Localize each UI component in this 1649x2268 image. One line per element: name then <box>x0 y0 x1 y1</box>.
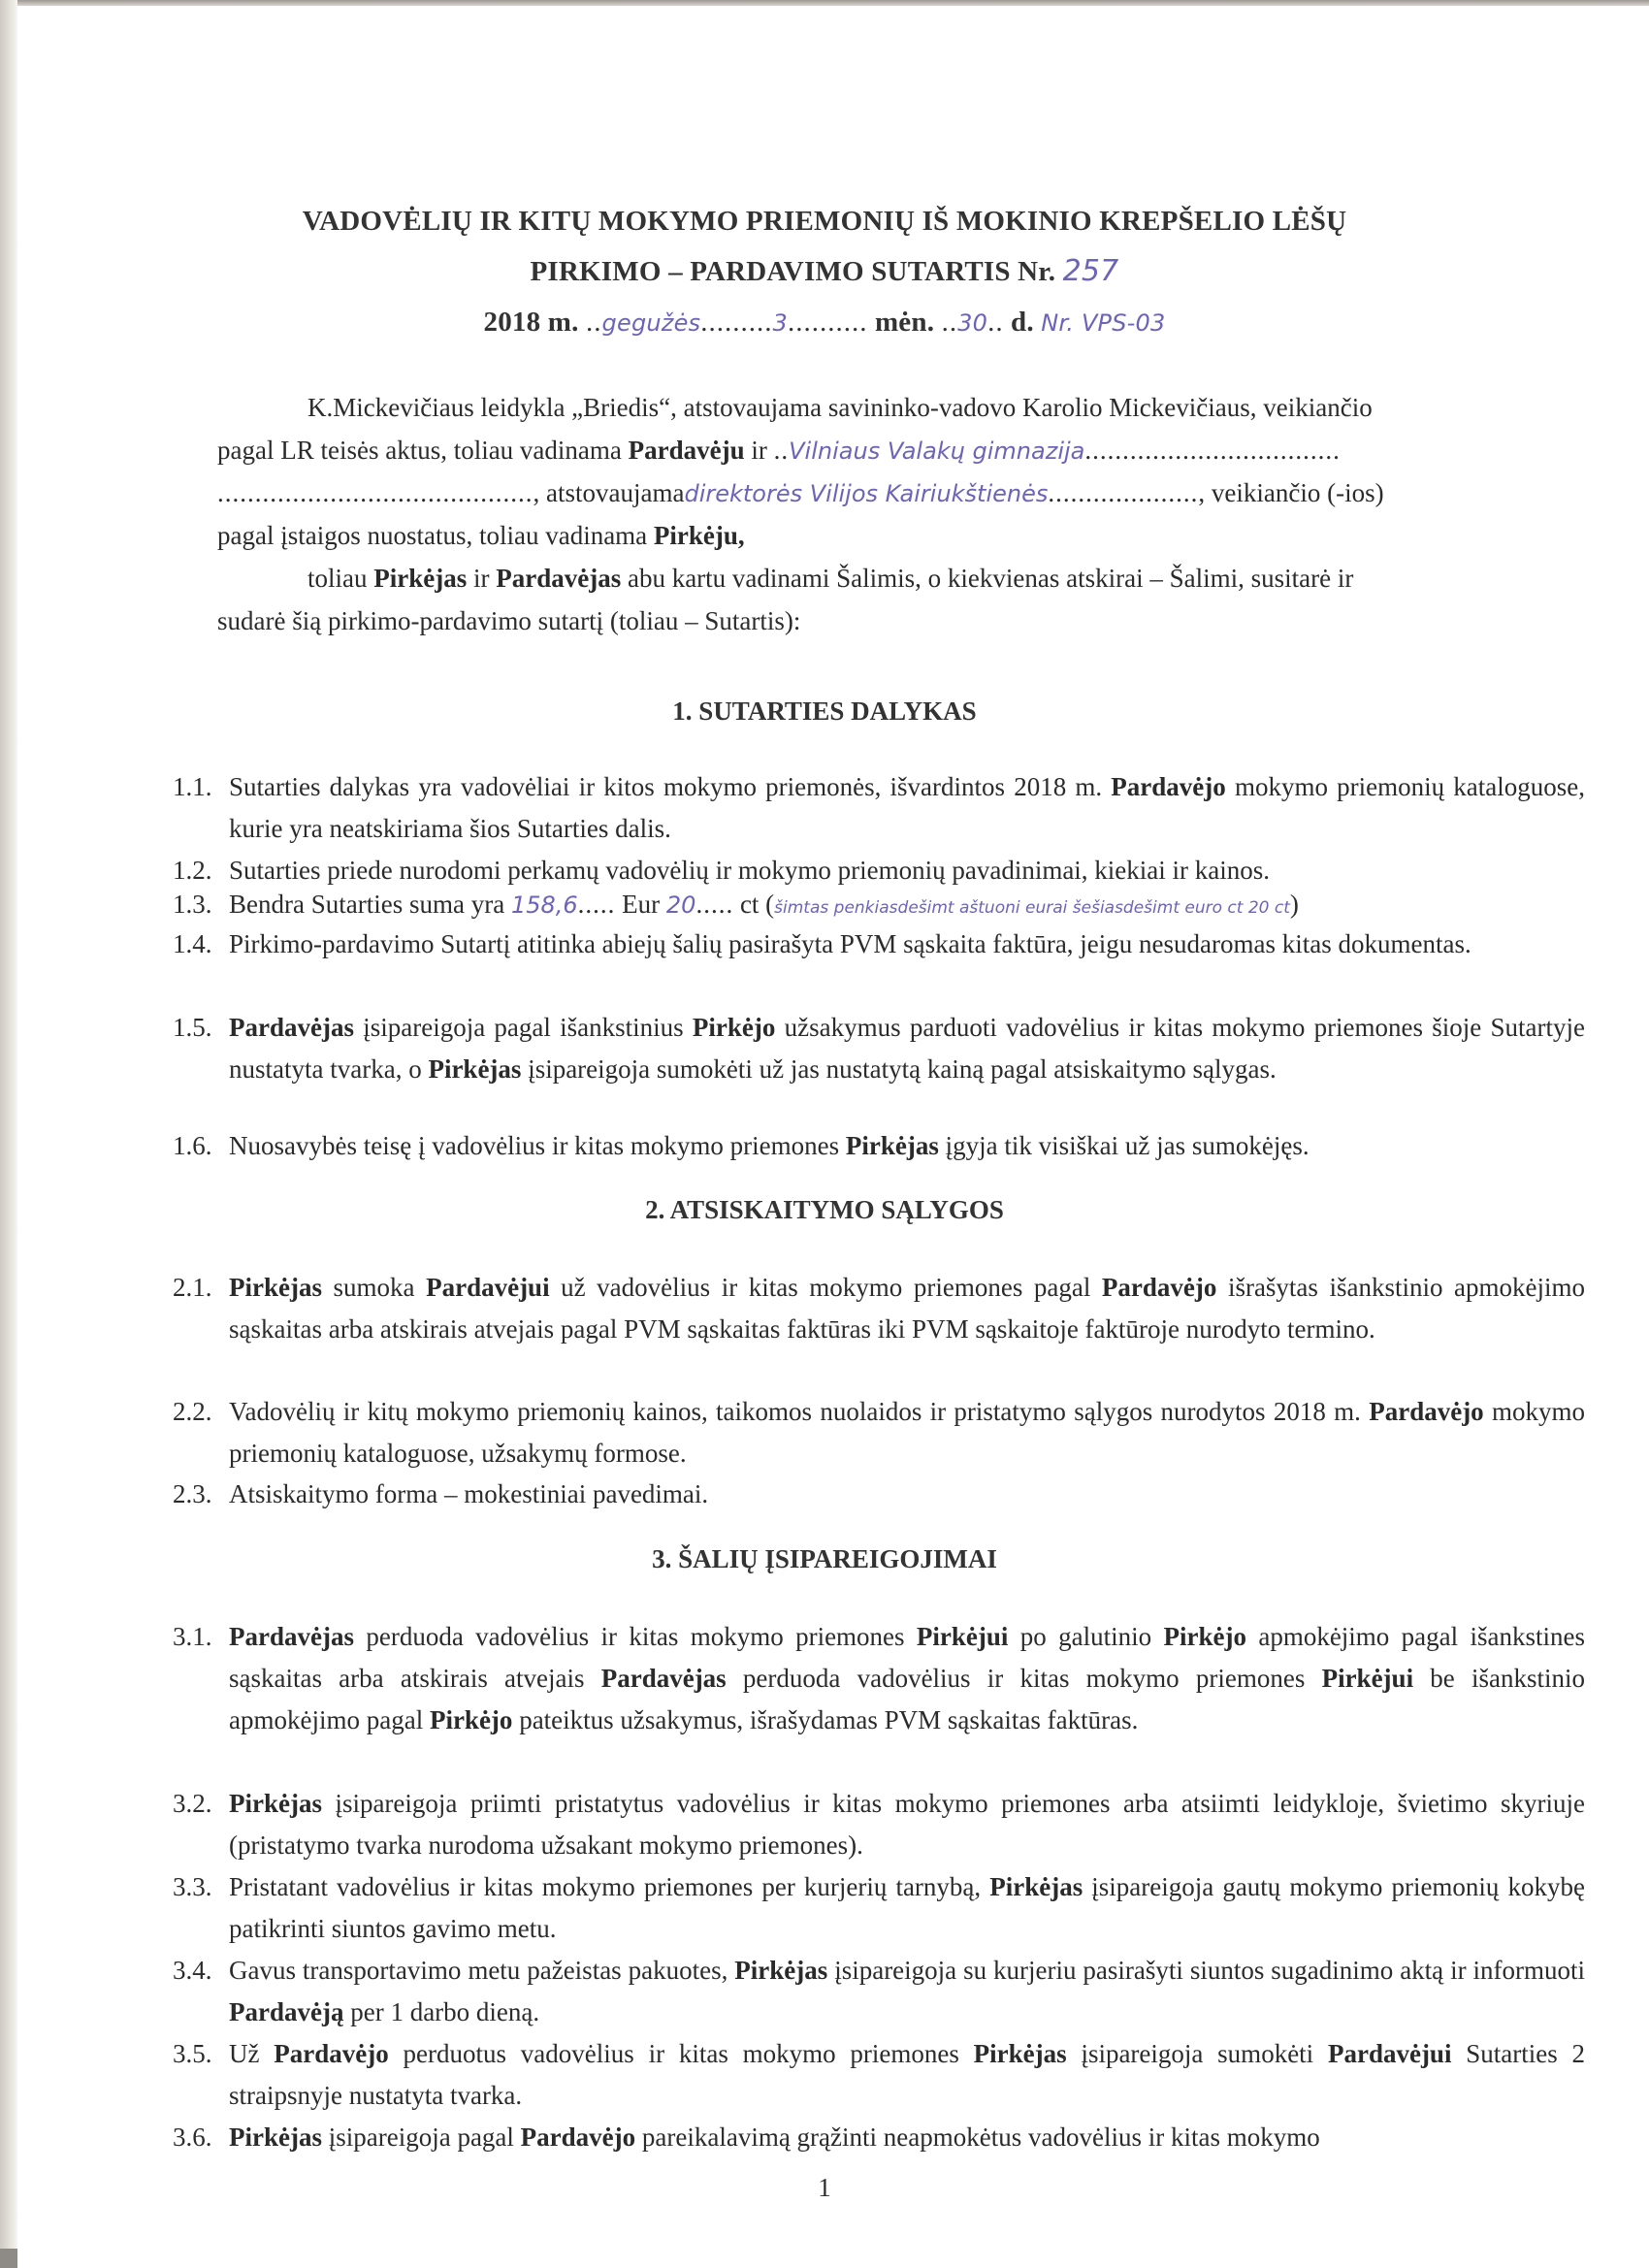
clause-text: Nuosavybės teisę į vadovėlius ir kitas mokymo priemones Pirkėjas įgyja tik visiškai už jas sumokėjęs. <box>229 1131 1310 1160</box>
intro-text: toliau <box>307 564 374 593</box>
clause-1-5 <box>173 1007 1585 1090</box>
clause-number: 1.5. <box>173 1013 212 1042</box>
date-day-label: d. <box>1011 307 1034 338</box>
intro-text: pagal įstaigos nuostatus, toliau vadinama <box>217 521 654 550</box>
contract-title: PIRKIMO – PARDAVIMO SUTARTIS Nr. <box>530 256 1056 287</box>
section-heading-3: 3. ŠALIŲ ĮSIPAREIGOJIMAI <box>652 1544 997 1573</box>
sum-eur-handwritten: 158,6 <box>510 891 578 919</box>
clause-number: 2.3. <box>173 1479 212 1508</box>
clause-3-2 <box>173 1783 1585 1866</box>
date-month-handwritten: gegužės <box>601 309 701 337</box>
sum-words-handwritten: šimtas penkiasdešimt aštuoni eurai šešiasdešimt euro ct 20 ct <box>774 898 1290 918</box>
clause-text: Pirkėjas įsipareigoja pagal Pardavėjo pareikalavimą grąžinti neapmokėtus vadovėlius ir kitas mokymo <box>229 2122 1320 2152</box>
buyer-name-handwritten: Vilniaus Valakų gimnazija <box>789 437 1085 465</box>
clause-3-5 <box>173 2033 1585 2117</box>
clause-3-4 <box>173 1950 1585 2033</box>
scan-corner <box>0 2249 17 2268</box>
clause-text: Pristatant vadovėlius ir kitas mokymo priemones per kurjerių tarnybą, Pirkėjas įsipareigoja gautų mokymo priemonių kokybę patikrinti siuntos gavimo metu. <box>229 1872 1585 1943</box>
clause-2-3 <box>173 1474 1585 1515</box>
clause-text: Atsiskaitymo forma – mokestiniai pavedimai. <box>229 1479 709 1508</box>
clause-number: 1.6. <box>173 1131 212 1160</box>
intro-text: ir <box>744 436 774 465</box>
date-month-extra: 3 <box>772 309 788 337</box>
clause-number: 1.2. <box>173 856 212 885</box>
intro-line-2: pagal LR teisės aktus, toliau vadinama Pardavėju ir ..Vilniaus Valakų gimnazija.................................. <box>217 436 1341 465</box>
clause-text: Pardavėjas įsipareigoja pagal išankstinius Pirkėjo užsakymus parduoti vadovėlius ir kitas mokymo priemones šioje Sutartyje nustatyta tvarka, o Pirkėjas įsipareigoja sumokėti už jas nustatytą kainą pagal atsiskaitymo sąlygas. <box>229 1013 1586 1084</box>
document-title-line1: VADOVĖLIŲ IR KITŲ MOKYMO PRIEMONIŲ IŠ MOKINIO KREPŠELIO LĖŠŲ <box>302 206 1347 237</box>
intro-line-5 <box>307 564 1585 594</box>
buyer-term: Pirkėjas <box>373 564 468 593</box>
clause-text: Sutarties priede nurodomi perkamų vadovėlių ir mokymo priemonių pavadinimai, kiekiai ir kainos. <box>229 856 1271 885</box>
clause-number: 3.6. <box>173 2122 212 2152</box>
scan-edge-left <box>0 0 17 2268</box>
date-day-handwritten: 30 <box>957 309 988 337</box>
clause-text: Sutarties dalykas yra vadovėliai ir kitos mokymo priemonės, išvardintos 2018 m. Pardavėjo mokymo priemonių kataloguose, kurie yra neatskiriama šios Sutarties dalis. <box>229 772 1585 843</box>
intro-line-6: sudarė šią pirkimo-pardavimo sutartį (toliau – Sutartis): <box>217 606 801 635</box>
document-date-line: 2018 m. ..gegužės.........3.......... mėn. ..30.. d. Nr. VPS-03 <box>483 307 1166 338</box>
clause-number: 1.3. <box>173 890 212 919</box>
intro-line-3: .........................................., atstovaujamadirektorės Vilijos Kairiukštienės...................., veikiančio (-ios) <box>217 478 1384 507</box>
intro-text: , atstovaujama <box>533 478 685 507</box>
clause-number: 1.4. <box>173 929 212 958</box>
clause-2-2 <box>173 1391 1585 1474</box>
clause-text: Gavus transportavimo metu pažeistas pakuotes, Pirkėjas įsipareigoja su kurjeriu pasirašyti siuntos sugadinimo aktą ir informuoti Pardavėją per 1 darbo dieną. <box>229 1956 1586 2026</box>
clause-2-1 <box>173 1267 1585 1350</box>
clause-number: 2.1. <box>173 1273 212 1302</box>
intro-line-1: K.Mickevičiaus leidykla „Briedis“, atstovaujama savininko-vadovo Karolio Mickevičiaus, veikiančio <box>307 393 1373 422</box>
clause-3-1 <box>173 1616 1585 1741</box>
clause-1-6 <box>173 1125 1585 1167</box>
clause-text: Pirkimo-pardavimo Sutartį atitinka abiejų šalių pasirašyta PVM sąskaita faktūra, jeigu nesudaromas kitas dokumentas. <box>229 929 1471 958</box>
clause-number: 3.5. <box>173 2039 212 2068</box>
clause-3-3 <box>173 1866 1585 1950</box>
clause-1-1 <box>173 766 1585 850</box>
clause-text: Pardavėjas perduoda vadovėlius ir kitas mokymo priemones Pirkėjui po galutinio Pirkėjo apmokėjimo pagal išankstines sąskaitas arba atskirais atvejais Pardavėjas perduoda vadovėlius ir kitas mokymo priemones Pirkėjui be išankstinio apmokėjimo pagal Pirkėjo pateiktus užsakymus, išrašydamas PVM sąskaitas faktūras. <box>229 1622 1585 1734</box>
intro-text: pagal LR teisės aktus, toliau vadinama <box>217 436 629 465</box>
sum-ct-handwritten: 20 <box>665 891 696 919</box>
registration-number-handwritten: Nr. VPS-03 <box>1041 309 1166 337</box>
clause-number: 3.2. <box>173 1789 212 1818</box>
document-title-line2 <box>0 254 1649 288</box>
date-month-label: mėn. <box>874 307 935 338</box>
clause-text: Pirkėjas sumoka Pardavėjui už vadovėlius ir kitas mokymo priemones pagal Pardavėjo išrašytas išankstinio apmokėjimo sąskaitas arba atskirais atvejais pagal PVM sąskaitas faktūras iki PVM sąskaitoje faktūroje nurodyto termino. <box>229 1273 1586 1344</box>
page-number: 1 <box>818 2173 831 2202</box>
clause-text: Bendra Sutarties suma yra 158,6..... Eur 20..... ct (šimtas penkiasdešimt aštuoni eurai šešiasdešimt euro ct 20 ct) <box>229 890 1299 919</box>
scan-edge-top <box>0 0 1649 6</box>
intro-text: abu kartu vadinami Šalimis, o kiekvienas atskirai – Šalimi, susitarė ir <box>621 564 1354 593</box>
clause-number: 3.4. <box>173 1956 212 1985</box>
clause-number: 1.1. <box>173 772 212 801</box>
intro-text: ir <box>467 564 497 593</box>
clause-3-6 <box>173 2117 1585 2158</box>
representative-handwritten: direktorės Vilijos Kairiukštienės <box>684 480 1049 507</box>
clause-text: Pirkėjas įsipareigoja priimti pristatytus vadovėlius ir kitas mokymo priemones arba atsiimti leidykloje, švietimo skyriuje (pristatymo tvarka nurodoma užsakant mokymo priemones). <box>229 1789 1585 1860</box>
clause-text: Už Pardavėjo perduotus vadovėlius ir kitas mokymo priemones Pirkėjas įsipareigoja sumokėti Pardavėjui Sutarties 2 straipsnyje nustatyta tvarka. <box>229 2039 1586 2110</box>
clause-1-3 <box>173 884 1585 929</box>
section-heading-2: 2. ATSISKAITYMO SĄLYGOS <box>645 1195 1004 1224</box>
section-heading-1: 1. SUTARTIES DALYKAS <box>672 697 977 726</box>
contract-number-handwritten: 257 <box>1062 254 1119 288</box>
clause-text: Vadovėlių ir kitų mokymo priemonių kainos, taikomos nuolaidos ir pristatymo sąlygos nurodytos 2018 m. Pardavėjo mokymo priemonių kataloguose, užsakymų formose. <box>229 1397 1585 1468</box>
clause-number: 3.3. <box>173 1872 212 1901</box>
clause-number: 3.1. <box>173 1622 212 1651</box>
seller-term: Pardavėju <box>628 436 745 465</box>
date-year: 2018 m. <box>483 307 579 338</box>
intro-text: , veikiančio (-ios) <box>1198 478 1384 507</box>
seller-term: Pardavėjas <box>496 564 622 593</box>
clause-number: 2.2. <box>173 1397 212 1426</box>
clause-1-4 <box>173 923 1585 965</box>
buyer-term: Pirkėju, <box>653 521 745 550</box>
intro-line-4 <box>217 521 1585 551</box>
